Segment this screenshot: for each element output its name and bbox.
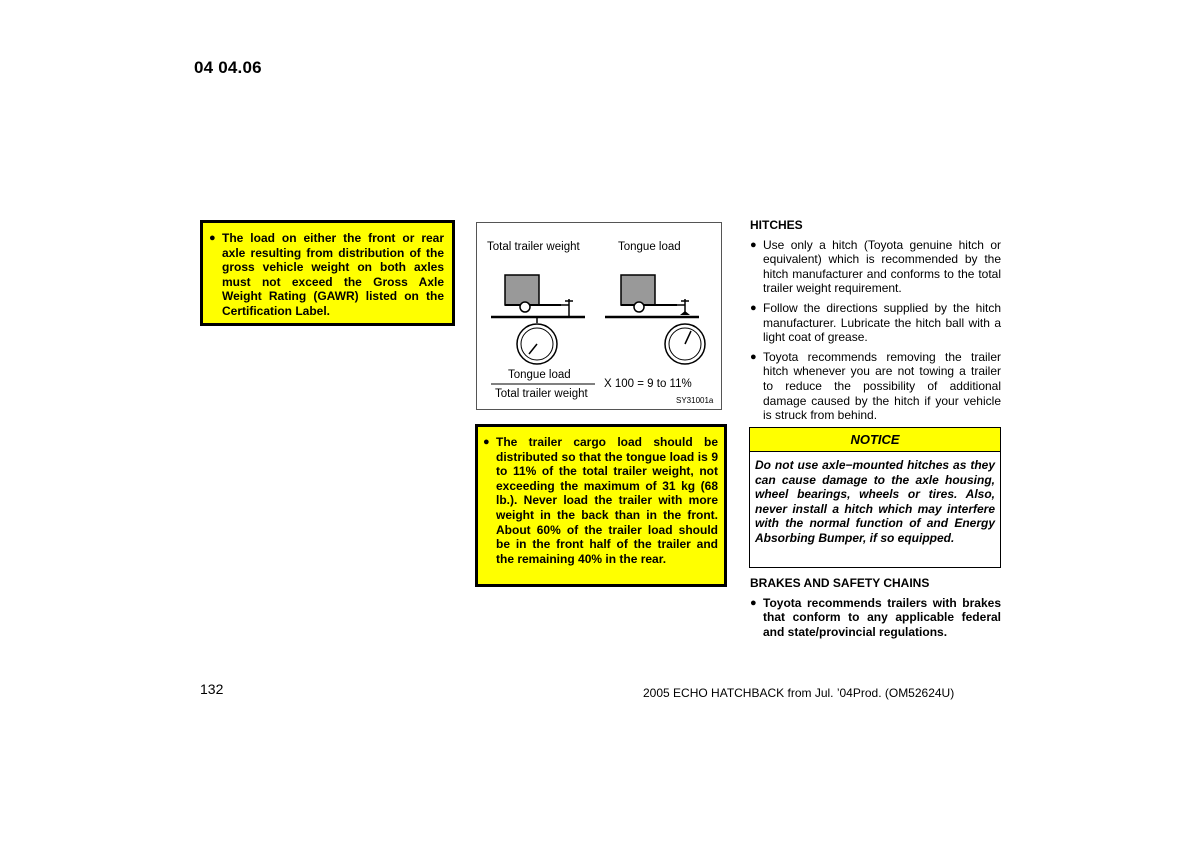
brakes-heading: BRAKES AND SAFETY CHAINS bbox=[750, 576, 930, 590]
gawr-caution-box bbox=[200, 220, 455, 326]
footer-text: 2005 ECHO HATCHBACK from Jul. ’04Prod. (OM52624U) bbox=[643, 686, 955, 700]
brakes-section bbox=[750, 576, 1001, 639]
formula-text: X 100 = 9 to 11% bbox=[604, 378, 692, 390]
fraction-denominator: Total trailer weight bbox=[495, 388, 588, 400]
hitches-heading: HITCHES bbox=[750, 218, 803, 232]
figure-code: SY31001a bbox=[676, 396, 714, 405]
gawr-caution-text: The load on either the front or rear axle resulting from distribution of the gross vehicle weight on both axles must not exceed the Gross Axle Weight Rating (GAWR) listed on the Certification Label. bbox=[222, 231, 444, 318]
notice-body: Do not use axle−mounted hitches as they can cause damage to the axle housing, wheel bearings, wheels or tires. Also, never install a hitch which may interfere with the normal function of and Energy Absorbing Bumper, if so equipped. bbox=[755, 458, 995, 545]
fraction-numerator: Tongue load bbox=[508, 369, 571, 381]
section-code: 04 04.06 bbox=[194, 58, 262, 77]
bullet-icon: ● bbox=[750, 238, 757, 251]
diagram-label-tongue-load: Tongue load bbox=[618, 241, 681, 253]
cargo-load-caution-box bbox=[475, 424, 727, 587]
bullet-icon: ● bbox=[750, 350, 757, 363]
tongue-load-diagram bbox=[476, 222, 722, 410]
notice-box bbox=[749, 427, 1001, 568]
bullet-icon: ● bbox=[483, 436, 490, 448]
notice-title: NOTICE bbox=[750, 428, 1000, 452]
bullet-icon: ● bbox=[750, 301, 757, 314]
cargo-load-caution-text: The trailer cargo load should be distributed so that the tongue load is 9 to 11% of the total trailer weight, not exceeding the maximum of 31 kg (68 lb.). Never load the trailer with more weight in the back than in the front. About 60% of the trailer load should be in the front half of the trailer and the remaining 40% in the rear. bbox=[496, 435, 718, 566]
list-item: ● Follow the directions supplied by the hitch manufacturer. Lubricate the hitch ball with a light coat of grease. bbox=[750, 300, 1001, 345]
diagram-label-total-trailer-weight: Total trailer weight bbox=[487, 241, 580, 253]
list-item: ● Use only a hitch (Toyota genuine hitch or equivalent) which is recommended by the hitch manufacturer and conforms to the total trailer weight requirement. bbox=[750, 237, 1001, 296]
bullet-icon: ● bbox=[209, 232, 216, 244]
bullet-icon: ● bbox=[750, 596, 757, 609]
list-item: ● Toyota recommends trailers with brakes that conform to any applicable federal and state/provincial regulations. bbox=[750, 595, 1001, 639]
page-number: 132 bbox=[200, 681, 224, 697]
list-item: ● Toyota recommends removing the trailer hitch whenever you are not towing a trailer to reduce the possibility of additional damage caused by the hitch if your vehicle is struck from behind. bbox=[750, 349, 1001, 423]
hitches-section bbox=[750, 218, 1001, 423]
